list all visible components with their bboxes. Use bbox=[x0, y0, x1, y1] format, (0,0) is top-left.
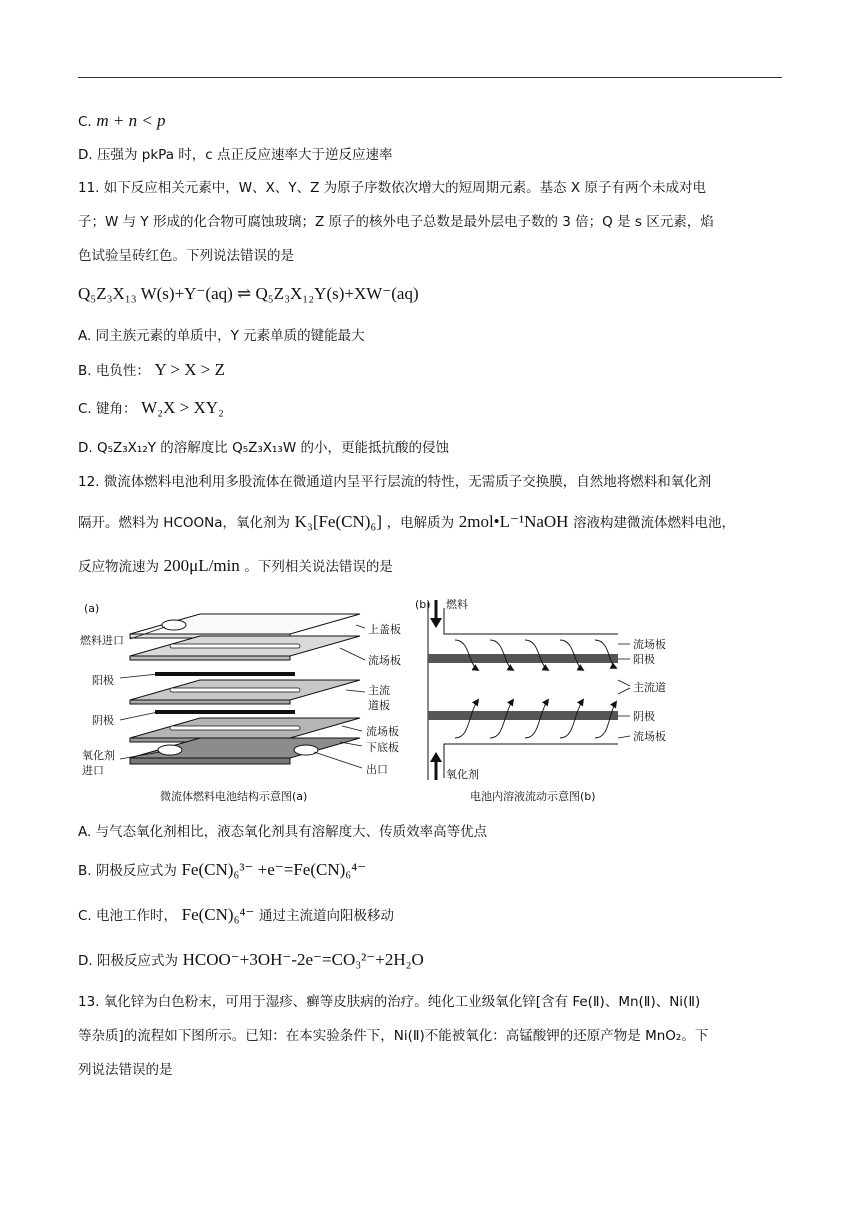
q12-option-b bbox=[78, 860, 782, 881]
option-label: C. 电池工作时， bbox=[78, 908, 178, 924]
label-top-cover: 上盖板 bbox=[368, 623, 401, 636]
math-expr: Y > X > Z bbox=[154, 360, 225, 379]
q13-stem-line2: 等杂质]的流程如下图所示。已知：在本实验条件下，Ni(Ⅱ)不能被氧化：高锰酸钾的还原产物是 MnO₂。下 bbox=[78, 1028, 709, 1044]
math-expr: HCOO⁻+3OH⁻-2e⁻=CO₃²⁻+2H₂O bbox=[182, 950, 424, 969]
caption-b: 电池内溶液流动示意图(b) bbox=[470, 790, 596, 803]
fuel-cell-figure bbox=[70, 592, 690, 807]
label-fuel: 燃料 bbox=[446, 598, 468, 611]
label-main-channel-1: 主流 bbox=[368, 684, 390, 697]
label-outlet: 出口 bbox=[366, 763, 388, 776]
q11-stem-line1: 11. 如下反应相关元素中，W、X、Y、Z 为原子序数依次增大的短周期元素。基态 X 原子有两个未成对电 bbox=[78, 180, 706, 196]
text-run: 通过主流道向阳极移动 bbox=[259, 908, 394, 924]
q13-stem-line1: 13. 氧化锌为白色粉末，可用于湿疹、癣等皮肤病的治疗。纯化工业级氧化锌[含有 Fe(Ⅱ)、Mn(Ⅱ)、Ni(Ⅱ) bbox=[78, 994, 701, 1010]
label-oxidant: 氧化剂 bbox=[446, 768, 479, 781]
math-expr: 2mol•L⁻¹NaOH bbox=[458, 512, 569, 531]
flow-plate-top bbox=[130, 636, 360, 660]
q12-option-a: A. 与气态氧化剂相比，液态氧化剂具有溶解度大、传质效率高等优点 bbox=[78, 824, 488, 840]
flow-plate-top-b bbox=[444, 608, 618, 634]
figure-b-tag: (b) bbox=[415, 598, 431, 611]
math-expr: K₃[Fe(CN)₆] bbox=[294, 512, 382, 531]
cathode-plate bbox=[155, 710, 295, 714]
anode-plate bbox=[155, 672, 295, 676]
q10-option-c bbox=[78, 111, 782, 132]
q11-option-b bbox=[78, 360, 782, 381]
q12-option-c bbox=[78, 905, 782, 926]
q11-option-d: D. Q₅Z₃X₁₂Y 的溶解度比 Q₅Z₃X₁₃W 的小，更能抵抗酸的侵蚀 bbox=[78, 440, 449, 456]
label-flow-plate-2: 流场板 bbox=[366, 725, 399, 738]
main-channel-plate bbox=[130, 680, 360, 704]
fuel-arrow-head bbox=[430, 618, 442, 628]
label-fuel-inlet: 燃料进口 bbox=[80, 634, 124, 647]
option-label: C. bbox=[78, 114, 92, 130]
option-label: C. 键角： bbox=[78, 401, 137, 417]
text-run: 反应物流速为 bbox=[78, 559, 159, 575]
math-expr: 200μL/min bbox=[163, 556, 240, 575]
label-anode: 阳极 bbox=[92, 674, 114, 687]
q12-stem-line2 bbox=[78, 512, 782, 533]
label-oxidant-inlet-1: 氧化剂 bbox=[82, 749, 115, 762]
anode-band bbox=[428, 654, 618, 663]
caption-a: 微流体燃料电池结构示意图(a) bbox=[160, 790, 308, 803]
option-label: B. 电负性： bbox=[78, 363, 150, 379]
option-label: D. 阳极反应式为 bbox=[78, 953, 178, 969]
header-rule bbox=[78, 77, 782, 78]
math-expr: Fe(CN)₆³⁻ +e⁻=Fe(CN)₆⁴⁻ bbox=[181, 860, 367, 879]
math-expr: m + n < p bbox=[96, 111, 166, 130]
label-cathode: 阴极 bbox=[92, 714, 114, 727]
text-run: 。下列相关说法错误的是 bbox=[244, 559, 393, 575]
text-run: 隔开。燃料为 HCOONa，氧化剂为 bbox=[78, 515, 290, 531]
option-label: B. 阴极反应式为 bbox=[78, 863, 177, 879]
text-run: ，电解质为 bbox=[386, 515, 455, 531]
q10-option-d: D. 压强为 pkPa 时，c 点正反应速率大于逆反应速率 bbox=[78, 147, 393, 163]
q12-stem-line1: 12. 微流体燃料电池利用多股流体在微通道内呈平行层流的特性，无需质子交换膜，自然地将燃料和氧化剂 bbox=[78, 474, 712, 490]
label-flow-plate: 流场板 bbox=[368, 654, 401, 667]
figure-a-tag: (a) bbox=[84, 602, 100, 615]
label-main-channel-2: 道板 bbox=[368, 699, 390, 712]
q12-option-d bbox=[78, 950, 782, 971]
label-oxidant-inlet-2: 进口 bbox=[82, 764, 104, 777]
q11-stem-line2: 子；W 与 Y 形成的化合物可腐蚀玻璃；Z 原子的核外电子总数是最外层电子数的 3 倍；Q 是 s 区元素，焰 bbox=[78, 214, 714, 230]
q12-stem-line3 bbox=[78, 556, 782, 577]
q11-equation: Q₅Z₃X₁₃ W(s)+Y⁻(aq) ⇌ Q₅Z₃X₁₂Y(s)+XW⁻(aq) bbox=[78, 284, 419, 303]
cathode-band bbox=[428, 711, 618, 720]
label-b-flow-plate: 流场板 bbox=[633, 638, 666, 651]
q11-option-c bbox=[78, 398, 782, 419]
label-b-main-channel: 主流道 bbox=[633, 681, 666, 694]
math-expr: W₂X > XY₂ bbox=[141, 398, 224, 417]
text-run: 溶液构建微流体燃料电池， bbox=[573, 515, 736, 531]
label-b-cathode: 阴极 bbox=[633, 710, 655, 723]
label-b-anode: 阳极 bbox=[633, 653, 655, 666]
label-b-flow-plate-2: 流场板 bbox=[633, 730, 666, 743]
top-cover-plate bbox=[130, 614, 360, 638]
math-expr: Fe(CN)₆⁴⁻ bbox=[181, 905, 255, 924]
q11-option-a: A. 同主族元素的单质中，Y 元素单质的键能最大 bbox=[78, 328, 365, 344]
oxidant-arrow-head bbox=[430, 752, 442, 762]
q11-stem-line3: 色试验呈砖红色。下列说法错误的是 bbox=[78, 248, 294, 264]
q13-stem-line3: 列说法错误的是 bbox=[78, 1062, 173, 1078]
label-bottom-plate: 下底板 bbox=[366, 741, 399, 754]
